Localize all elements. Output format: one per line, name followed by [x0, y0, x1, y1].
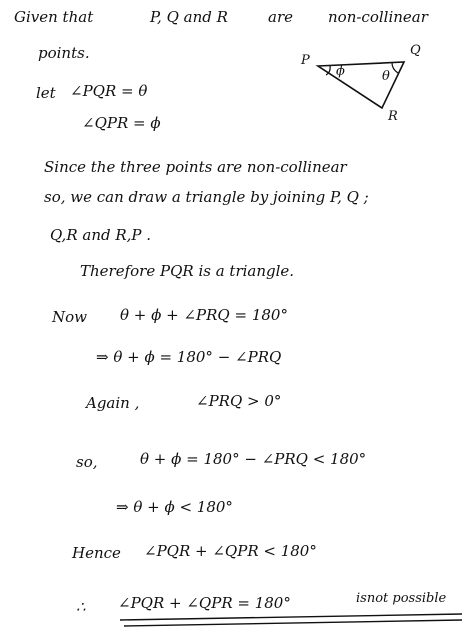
equation-angle-pqr: ∠PQR = θ [70, 82, 148, 100]
text-points: points. [38, 44, 90, 62]
equation-angle-sum: θ + ϕ + ∠PRQ = 180° [120, 306, 288, 324]
text-let: let [36, 84, 56, 102]
equation-less-than: θ + ϕ = 180° − ∠PRQ < 180° [140, 450, 367, 468]
text-now: Now [52, 308, 87, 326]
text-therefore-triangle: Therefore PQR is a triangle. [80, 262, 295, 280]
equation-prq-positive: ∠PRQ > 0° [196, 392, 282, 410]
text-again: Again , [86, 394, 140, 412]
text-non-collinear: non-collinear [328, 8, 428, 26]
text-so: so, [76, 453, 98, 471]
vertex-label-r: R [388, 109, 398, 124]
equation-final: ∠PQR + ∠QPR = 180° [118, 594, 291, 612]
vertex-label-p: P [301, 53, 310, 68]
therefore-symbol: ∴ [76, 598, 86, 616]
text-given-that: Given that [14, 8, 94, 26]
text-draw-triangle: so, we can draw a triangle by joining P, Q ; [44, 188, 369, 206]
angle-label-phi: ϕ [336, 64, 345, 79]
equation-implies-1: ⇒ θ + ϕ = 180° − ∠PRQ [96, 348, 282, 366]
text-since-three-points: Since the three points are non-collinear [44, 158, 347, 176]
equation-implies-2: ⇒ θ + ϕ < 180° [116, 498, 233, 516]
text-are: are [268, 8, 293, 26]
text-points-list: P, Q and R [150, 8, 228, 26]
equation-hence: ∠PQR + ∠QPR < 180° [144, 542, 317, 560]
text-hence: Hence [72, 544, 121, 562]
text-not-possible: isnot possible [356, 591, 447, 606]
angle-label-theta: θ [382, 69, 390, 84]
vertex-label-q: Q [410, 43, 421, 58]
text-joining-pairs: Q,R and R,P . [50, 226, 152, 244]
equation-angle-qpr: ∠QPR = ϕ [82, 114, 161, 132]
